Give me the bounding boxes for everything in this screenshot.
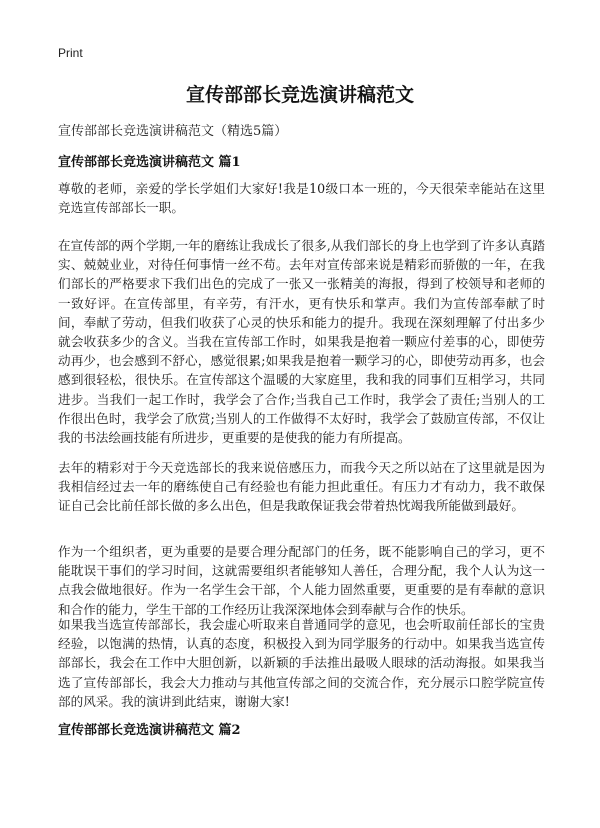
document-subtitle: 宣传部部长竞选演讲稿范文（精选5篇）: [58, 124, 288, 139]
paragraph-2: 在宣传部的两个学期,一年的磨练让我成长了很多,从我们部长的身上也学到了许多认真踏实、兢兢业业，对待任何事情一丝不苟。去年对宣传部来说是精彩而骄傲的一年，在我们部长的严格要求下我们出色的完成了一张又一张精美的海报，得到了校领导和老师的一致好评。在宣传部里，有辛劳，有汗水，更有快乐和掌声。我们为宣传部奉献了时间，奉献了劳动，但我们收获了心灵的快乐和能力的提升。我现在深刻理解了付出多少就会收获多少的含义。当我在宣传部工作时，如果我是抱着一颗应付差事的心，即使劳动再少，也会感到不舒心，感觉很累;如果我是抱着一颗学习的心，即使劳动再多，也会感到很轻松，很快乐。在宣传部这个温暖的大家庭里，我和我的同事们互相学习，共同进步。当我们一起工作时，我学会了合作;当我自己工作时，我学会了责任;当别人的工作很出色时，我学会了欣赏;当别人的工作做得不太好时，我学会了鼓励宣传部，不仅让我的书法绘画技能有所进步，更重要的是使我的能力有所提高。: [58, 238, 545, 446]
section-heading-2: 宣传部部长竞选演讲稿范文 篇2: [58, 723, 241, 738]
paragraph-3: 去年的精彩对于今天竞选部长的我来说倍感压力，而我今天之所以站在了这里就是因为我相信经过去一年的磨练使自己有经验也有能力担此重任。有压力才有动力，我不敢保证自己会比前任部长做的多么出色，但是我敢保证我会带着热忱竭我所能做到最好。: [58, 460, 545, 514]
section-heading-1: 宣传部部长竞选演讲稿范文 篇1: [58, 155, 241, 170]
paragraph-4: 作为一个组织者，更为重要的是要合理分配部门的任务，既不能影响自己的学习，更不能耽误干事们的学习时间，这就需要组织者能够知人善任，合理分配，我个人认为这一点我会做地很好。作为一名学生会干部，个人能力固然重要，更重要的是有奉献的意识和合作的能力，学生干部的工作经历让我深深地体会到奉献与合作的快乐。: [58, 544, 545, 617]
print-link[interactable]: Print: [58, 46, 83, 60]
page-title: 宣传部部长竞选演讲稿范文: [185, 84, 414, 106]
paragraph-1: 尊敬的老师，亲爱的学长学姐们大家好!我是10级口本一班的，今天很荣幸能站在这里竞选宣传部部长一职。: [58, 181, 545, 216]
paragraph-5: 如果我当选宣传部部长，我会虚心听取来自普通同学的意见，也会听取前任部长的宝贵经验，以饱满的热情，认真的态度，积极投入到为同学服务的行动中。如果我当选宣传部部长，我会在工作中大胆创新，以新颖的手法推出最吸人眼球的活动海报。如果我当选了宣传部部长，我会大力推动与其他宣传部之间的交流合作，充分展示口腔学院宣传部的风采。我的演讲到此结束，谢谢大家!: [58, 617, 545, 709]
